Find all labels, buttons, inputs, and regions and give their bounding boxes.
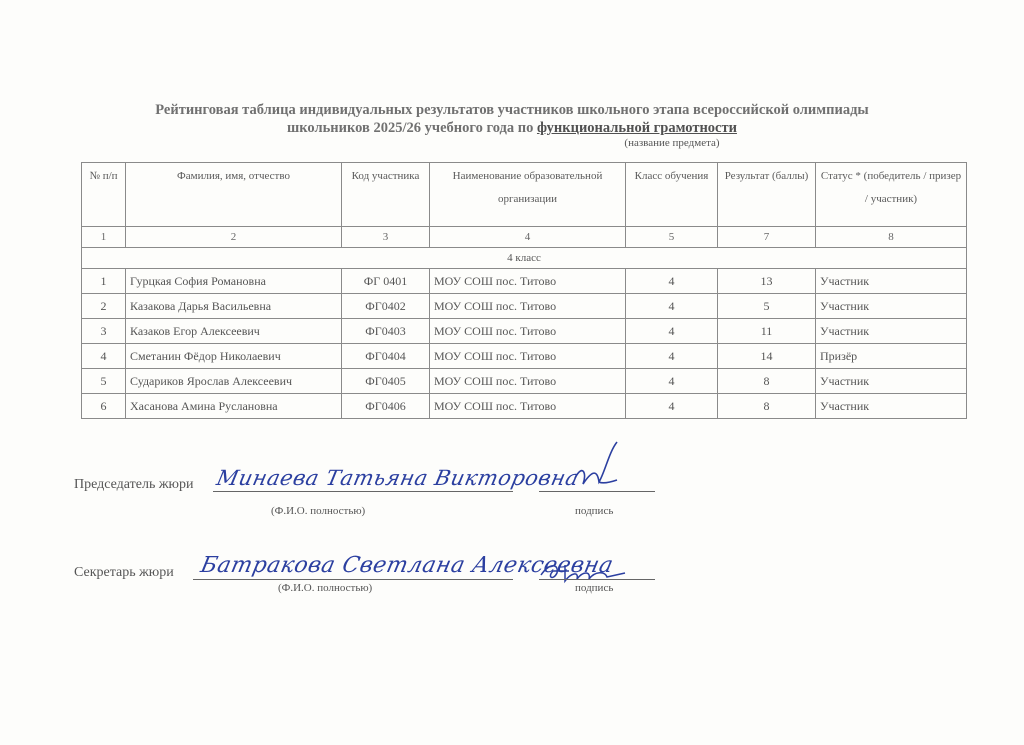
header-name: Фамилия, имя, отчество xyxy=(126,163,342,227)
status: Участник xyxy=(816,319,967,344)
organization: МОУ СОШ пос. Титово xyxy=(430,319,626,344)
score: 11 xyxy=(718,319,816,344)
participant-name: Судариков Ярослав Алексеевич xyxy=(126,369,342,394)
participant-name: Хасанова Амина Руслановна xyxy=(126,394,342,419)
chairman-name-handwritten: Минаева Татьяна Викторовна xyxy=(214,466,582,490)
row-number: 4 xyxy=(82,344,126,369)
row-number: 1 xyxy=(82,269,126,294)
grade-label: 4 класс xyxy=(82,248,967,269)
participant-code: ФГ0405 xyxy=(342,369,430,394)
secretary-name-handwritten: Батракова Светлана Алексеевна xyxy=(198,553,616,578)
participant-name: Гурцкая София Романовна xyxy=(126,269,342,294)
organization: МОУ СОШ пос. Титово xyxy=(430,269,626,294)
header-score: Результат (баллы) xyxy=(718,163,816,227)
row-number: 6 xyxy=(82,394,126,419)
score: 8 xyxy=(718,394,816,419)
secretary-name-line xyxy=(193,579,513,580)
grade: 4 xyxy=(626,269,718,294)
score: 8 xyxy=(718,369,816,394)
title-line-1: Рейтинговая таблица индивидуальных результатов участников школьного этапа всероссийской олимпиады xyxy=(155,102,869,118)
row-number: 3 xyxy=(82,319,126,344)
grade: 4 xyxy=(626,369,718,394)
participant-code: ФГ 0401 xyxy=(342,269,430,294)
score: 5 xyxy=(718,294,816,319)
participant-code: ФГ0403 xyxy=(342,319,430,344)
subject-name: функциональной грамотности xyxy=(536,120,737,136)
header-status: Статус * (победитель / призер / участник) xyxy=(816,163,967,227)
row-number: 2 xyxy=(82,294,126,319)
header-organization: Наименование образовательной организации xyxy=(430,163,626,227)
secretary-name-caption: (Ф.И.О. полностью) xyxy=(278,582,373,594)
column-number: 7 xyxy=(718,227,816,248)
chairman-name-caption: (Ф.И.О. полностью) xyxy=(271,505,366,517)
row-number: 5 xyxy=(82,369,126,394)
chairman-signature-caption: подпись xyxy=(575,505,614,517)
grade: 4 xyxy=(626,294,718,319)
participant-name: Казаков Егор Алексеевич xyxy=(126,319,342,344)
status: Участник xyxy=(816,369,967,394)
subject-caption: (название предмета) xyxy=(624,137,720,149)
secretary-signature-caption: подпись xyxy=(575,582,614,594)
organization: МОУ СОШ пос. Титово xyxy=(430,394,626,419)
column-number: 8 xyxy=(816,227,967,248)
status: Участник xyxy=(816,394,967,419)
score: 13 xyxy=(718,269,816,294)
title-line-2-prefix: школьников 2025/26 учебного года по xyxy=(287,120,537,136)
header-number: № п/п xyxy=(82,163,126,227)
secretary-signature-line xyxy=(539,579,655,580)
participant-name: Сметанин Фёдор Николаевич xyxy=(126,344,342,369)
header-code: Код участника xyxy=(342,163,430,227)
column-number: 3 xyxy=(342,227,430,248)
column-number: 2 xyxy=(126,227,342,248)
header-grade: Класс обучения xyxy=(626,163,718,227)
participant-code: ФГ0402 xyxy=(342,294,430,319)
participant-code: ФГ0404 xyxy=(342,344,430,369)
organization: МОУ СОШ пос. Титово xyxy=(430,294,626,319)
organization: МОУ СОШ пос. Титово xyxy=(430,369,626,394)
grade: 4 xyxy=(626,319,718,344)
status: Участник xyxy=(816,294,967,319)
participant-name: Казакова Дарья Васильевна xyxy=(126,294,342,319)
status: Призёр xyxy=(816,344,967,369)
secretary-label: Секретарь жюри xyxy=(74,565,174,580)
participant-code: ФГ0406 xyxy=(342,394,430,419)
grade: 4 xyxy=(626,344,718,369)
column-number: 5 xyxy=(626,227,718,248)
chairman-label: Председатель жюри xyxy=(74,477,194,492)
score: 14 xyxy=(718,344,816,369)
grade: 4 xyxy=(626,394,718,419)
status: Участник xyxy=(816,269,967,294)
organization: МОУ СОШ пос. Титово xyxy=(430,344,626,369)
column-number: 4 xyxy=(430,227,626,248)
column-number: 1 xyxy=(82,227,126,248)
